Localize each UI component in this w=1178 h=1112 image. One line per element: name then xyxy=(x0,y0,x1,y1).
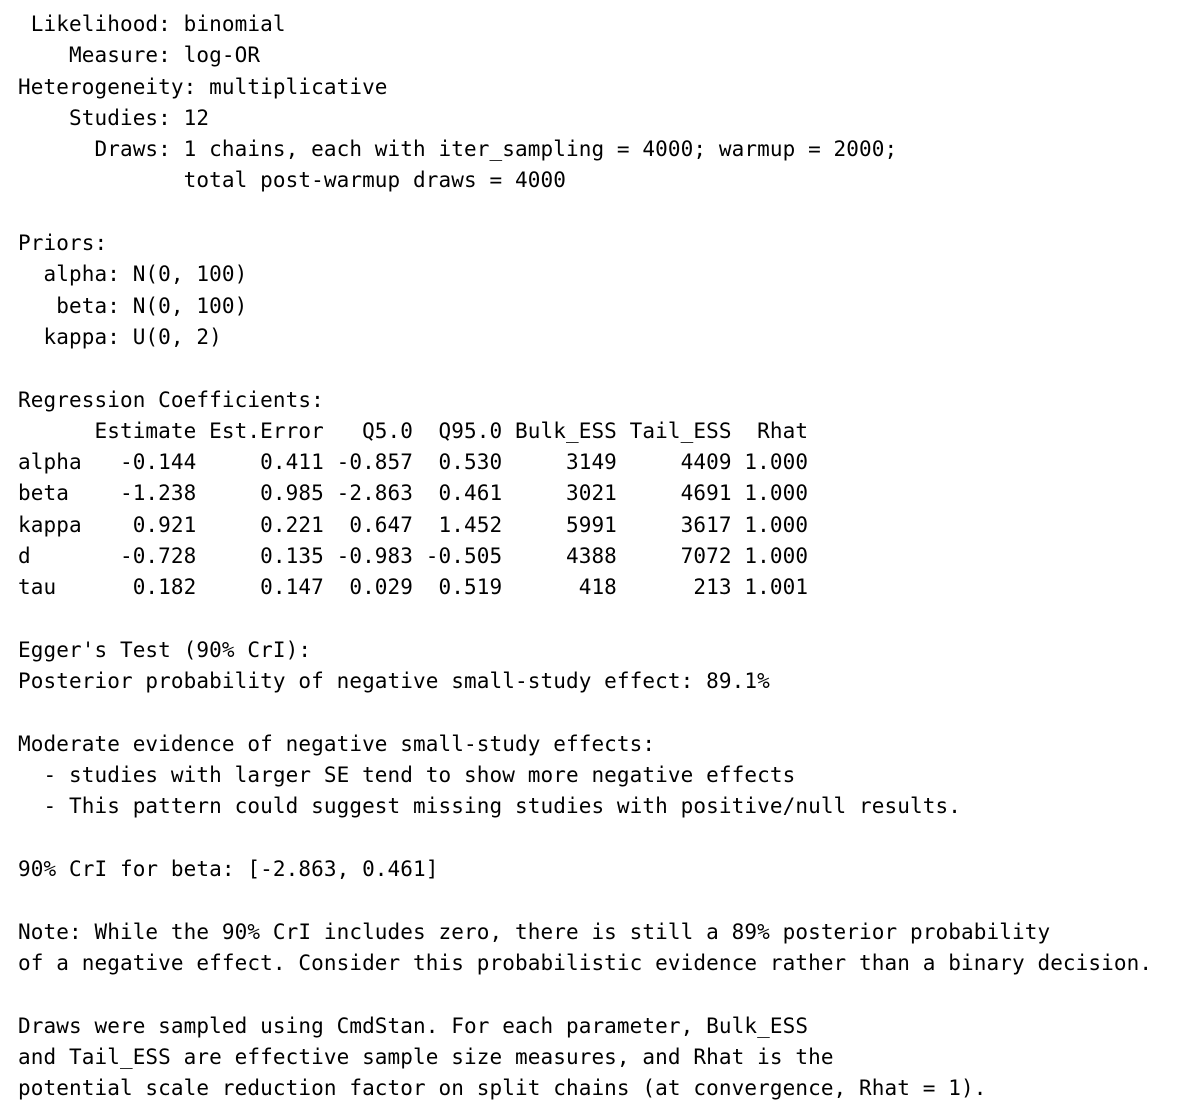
blank-line xyxy=(18,698,1178,729)
footer-line-2: and Tail_ESS are effective sample size measures, and Rhat is the xyxy=(18,1044,834,1069)
blank-line xyxy=(18,353,1178,384)
blank-line xyxy=(18,197,1178,228)
line-studies: Studies: 12 xyxy=(18,105,210,130)
table-row-alpha: alpha -0.144 0.411 -0.857 0.530 3149 4409 1.000 xyxy=(18,450,809,475)
line-total-draws: total post-warmup draws = 4000 xyxy=(18,168,566,193)
table-header-row: Estimate Est.Error Q5.0 Q95.0 Bulk_ESS Tail_ESS Rhat xyxy=(18,418,809,443)
line-draws: Draws: 1 chains, each with iter_sampling = 4000; warmup = 2000; xyxy=(18,137,898,162)
line-likelihood: Likelihood: binomial xyxy=(18,12,286,36)
table-row-kappa: kappa 0.921 0.221 0.647 1.452 5991 3617 1.000 xyxy=(18,512,809,537)
footer-line-1: Draws were sampled using CmdStan. For each parameter, Bulk_ESS xyxy=(18,1013,809,1038)
cri-beta: 90% CrI for beta: [-2.863, 0.461] xyxy=(18,857,439,882)
regression-heading: Regression Coefficients: xyxy=(18,387,324,412)
note-line-2: of a negative effect. Consider this probabilistic evidence rather than a binary decision. xyxy=(18,950,1153,975)
table-row-tau: tau 0.182 0.147 0.029 0.519 418 213 1.001 xyxy=(18,575,809,600)
evidence-heading: Moderate evidence of negative small-study effects: xyxy=(18,731,656,756)
prior-beta: beta: N(0, 100) xyxy=(18,293,248,318)
table-row-beta: beta -1.238 0.985 -2.863 0.461 3021 4691 1.000 xyxy=(18,481,809,506)
line-heterogeneity: Heterogeneity: multiplicative xyxy=(18,74,388,99)
blank-line xyxy=(18,979,1178,1010)
table-row-d: d -0.728 0.135 -0.983 -0.505 4388 7072 1.000 xyxy=(18,544,809,569)
line-measure: Measure: log-OR xyxy=(18,43,261,68)
note-line-1: Note: While the 90% CrI includes zero, there is still a 89% posterior probability xyxy=(18,919,1051,944)
evidence-bullet-1: - studies with larger SE tend to show more negative effects xyxy=(18,763,796,788)
blank-line xyxy=(18,823,1178,854)
priors-heading: Priors: xyxy=(18,231,108,256)
blank-line xyxy=(18,885,1178,916)
prior-kappa: kappa: U(0, 2) xyxy=(18,324,222,349)
evidence-bullet-2: - This pattern could suggest missing studies with positive/null results. xyxy=(18,794,961,819)
footer-line-3: potential scale reduction factor on split chains (at convergence, Rhat = 1). xyxy=(18,1076,987,1101)
egger-heading: Egger's Test (90% CrI): xyxy=(18,637,312,662)
prior-alpha: alpha: N(0, 100) xyxy=(18,262,248,287)
posterior-probability: Posterior probability of negative small-study effect: 89.1% xyxy=(18,669,770,694)
blank-line xyxy=(18,604,1178,635)
